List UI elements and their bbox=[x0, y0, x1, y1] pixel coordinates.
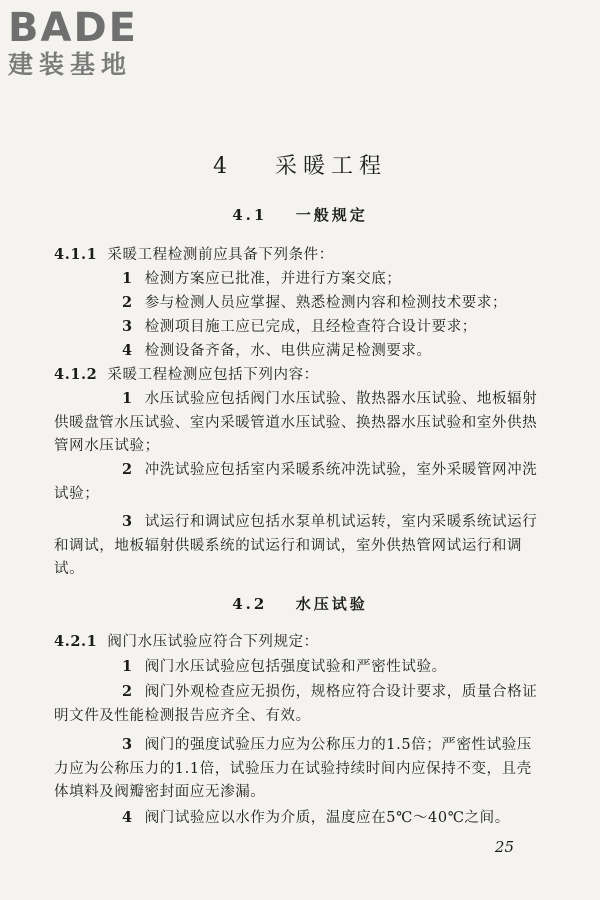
clause-text: 采暖工程检测应包括下列内容： bbox=[107, 367, 319, 383]
list-item: 2 冲洗试验应包括室内采暖系统冲洗试验，室外采暖管网冲洗试验； bbox=[54, 461, 538, 502]
logo-wordmark: BADE bbox=[8, 5, 138, 51]
clause-text: 采暖工程检测前应具备下列条件： bbox=[107, 247, 334, 263]
list-item: 3 阀门的强度试验压力应为公称压力的1.5倍；严密性试验压力应为公称压力的1.1倍，试验压力在试验持续时间内应保持不变，且壳体填料及阀瓣密封面应无渗漏。 bbox=[54, 736, 532, 801]
list-item: 1 水压试验应包括阀门水压试验、散热器水压试验、地板辐射供暖盘管水压试验、室内采暖管道水压试验、换热器水压试验和室外供热管网水压试验； bbox=[54, 390, 538, 455]
list-item: 3 试运行和调试应包括水泵单机试运转，室内采暖系统试运行和调试，地板辐射供暖系统的试运行和调试，室外供热管网试运行和调试。 bbox=[54, 513, 538, 578]
chapter-title: 采暖工程 bbox=[274, 154, 387, 179]
section-heading bbox=[0, 593, 600, 615]
section-number: 4.2 bbox=[232, 595, 268, 613]
list-item: 4 检测设备齐备，水、电供应满足检测要求。 bbox=[122, 342, 432, 359]
clause-4-1-1 bbox=[54, 243, 544, 268]
list-item: 2 阀门外观检查应无损伤，规格应符合设计要求，质量合格证明文件及性能检测报告应齐全、有效。 bbox=[54, 683, 538, 724]
clause-4-2-1 bbox=[54, 630, 544, 655]
page-number: 25 bbox=[494, 838, 514, 856]
clause-number: 4.1.2 bbox=[54, 366, 98, 383]
list-item: 4 阀门试验应以水作为介质，温度应在5℃～40℃之间。 bbox=[122, 809, 510, 826]
clause-text: 阀门水压试验应符合下列规定： bbox=[107, 634, 319, 650]
list-item: 1 检测方案应已批准，并进行方案交底； bbox=[122, 270, 402, 287]
chapter-heading bbox=[0, 152, 600, 182]
publisher-logo bbox=[8, 6, 178, 80]
clause-number: 4.1.1 bbox=[54, 246, 98, 263]
section-title: 一般规定 bbox=[295, 206, 368, 224]
chapter-number: 4 bbox=[212, 154, 233, 179]
logo-subtitle: 建装基地 bbox=[8, 50, 133, 79]
list-item: 2 参与检测人员应掌握、熟悉检测内容和检测技术要求； bbox=[122, 294, 508, 311]
clause-number: 4.2.1 bbox=[54, 633, 98, 650]
clause-4-1-2 bbox=[54, 363, 544, 388]
section-heading bbox=[0, 204, 600, 226]
list-item: 1 阀门水压试验应包括强度试验和严密性试验。 bbox=[122, 658, 447, 675]
section-number: 4.1 bbox=[232, 206, 268, 224]
section-title: 水压试验 bbox=[295, 595, 368, 613]
list-item: 3 检测项目施工应已完成，且经检查符合设计要求； bbox=[122, 318, 477, 335]
